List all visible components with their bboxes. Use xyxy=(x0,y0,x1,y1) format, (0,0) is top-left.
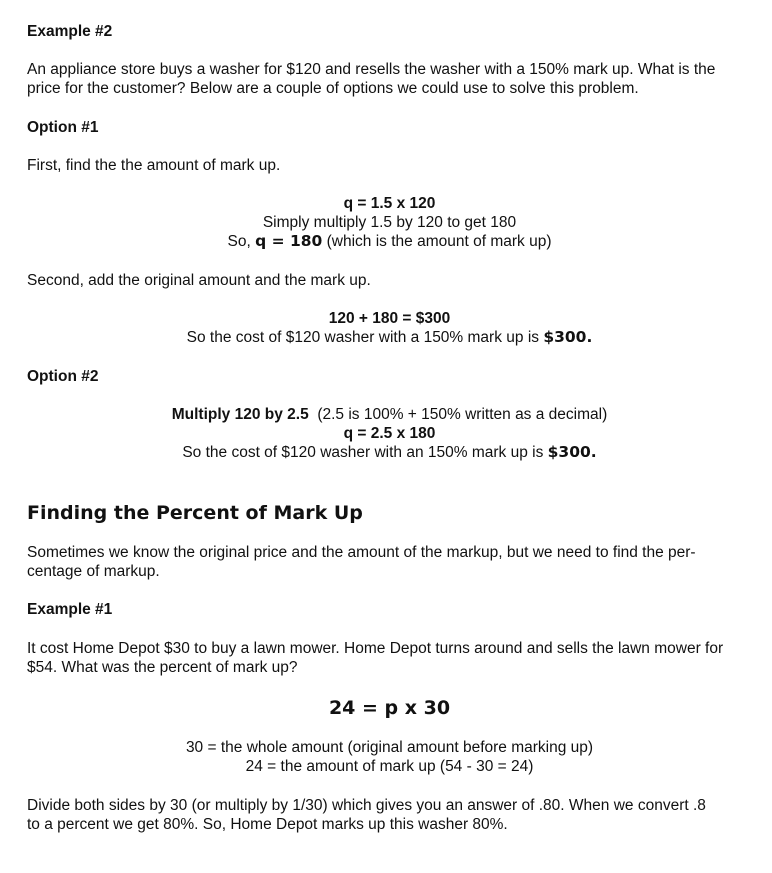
example-1-heading: Example #1 xyxy=(27,601,113,618)
conclusion-text: So the cost of $120 washer with a 150% mark up is xyxy=(186,329,544,346)
instruction-text: Multiply 120 by 2.5 xyxy=(171,406,309,423)
conclusion-text: So the cost of $120 washer with an 150% mark up is xyxy=(182,444,548,461)
problem-text-line-2: price for the customer? Below are a couple of options we could use to solve this problem. xyxy=(27,80,639,97)
option-2-conclusion xyxy=(27,443,752,463)
option-1-explanation: Simply multiply 1.5 by 120 to get 180 xyxy=(262,214,517,231)
option-1-step-1: First, find the the amount of mark up. xyxy=(27,157,281,174)
example-1-problem-line-2: $54. What was the percent of mark up? xyxy=(27,659,298,676)
result-prefix: So, xyxy=(227,233,256,250)
definition-whole-amount: 30 = the whole amount (original amount before marking up) xyxy=(185,739,594,756)
conclusion-value: $300. xyxy=(547,443,597,461)
section-title: Finding the Percent of Mark Up xyxy=(27,502,363,524)
result-suffix: (which is the amount of mark up) xyxy=(322,233,552,250)
option-1-sum-equation: 120 + 180 = $300 xyxy=(328,310,451,327)
definition-mark-up-amount: 24 = the amount of mark up (54 - 30 = 24) xyxy=(245,758,534,775)
example-1-problem-line-1: It cost Home Depot $30 to buy a lawn mower. Home Depot turns around and sells the lawn mower for xyxy=(27,640,724,657)
conclusion-value: $300. xyxy=(543,328,593,346)
instruction-note: (2.5 is 100% + 150% written as a decimal) xyxy=(308,406,608,423)
option-2-heading: Option #2 xyxy=(27,368,99,385)
option-1-step-2: Second, add the original amount and the mark up. xyxy=(27,272,371,289)
example-2-heading: Example #2 xyxy=(27,23,113,40)
problem-text-line-1: An appliance store buys a washer for $120 and resells the washer with a 150% mark up. What is the xyxy=(27,61,716,78)
option-2-equation: q = 2.5 x 180 xyxy=(343,425,436,442)
answer-text-line-2: to a percent we get 80%. So, Home Depot marks up this washer 80%. xyxy=(27,816,508,833)
option-2-instruction xyxy=(27,405,752,425)
result-value: q = 180 xyxy=(255,232,323,250)
option-1-equation: q = 1.5 x 120 xyxy=(343,195,436,212)
intro-text-line-1: Sometimes we know the original price and the amount of the markup, but we need to find the per- xyxy=(27,544,696,561)
percent-equation: 24 = p x 30 xyxy=(328,697,451,719)
answer-text-line-1: Divide both sides by 30 (or multiply by 1/30) which gives you an answer of .80. When we convert .8 xyxy=(27,797,706,814)
option-1-result xyxy=(27,232,752,252)
intro-text-line-2: centage of markup. xyxy=(27,563,160,580)
option-1-heading: Option #1 xyxy=(27,119,99,136)
option-1-conclusion xyxy=(27,328,752,348)
